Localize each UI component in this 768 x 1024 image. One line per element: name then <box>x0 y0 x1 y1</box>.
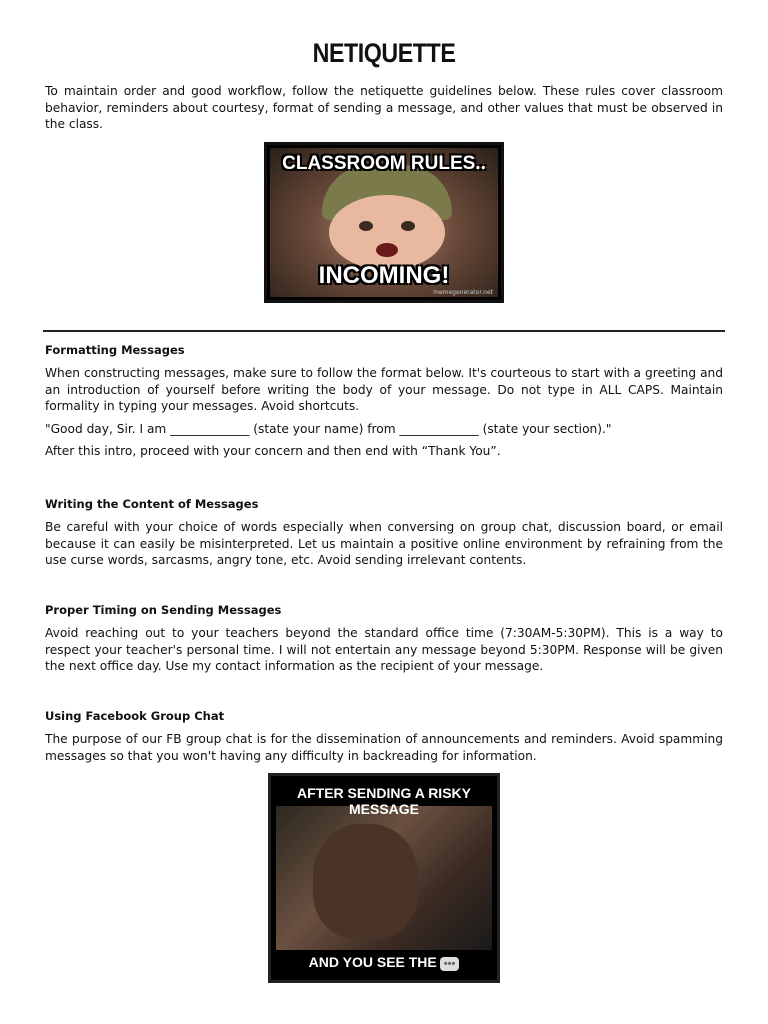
man-head-shape <box>313 824 418 939</box>
greeting-template: "Good day, Sir. I am _____________ (state your name) from _____________ (state your section)." <box>45 421 612 436</box>
meme-bottom-text: AND YOU SEE THE <box>308 954 437 970</box>
section-heading: Writing the Content of Messages <box>45 497 259 511</box>
typing-indicator-icon: ••• <box>440 957 460 971</box>
mouth-shape <box>376 243 398 257</box>
section-heading: Using Facebook Group Chat <box>45 709 225 723</box>
intro-paragraph: To maintain order and good workflow, follow the netiquette guidelines below. These rules cover classroom behavior, reminders about courtesy, format of sending a message, and other values that must be observed in the class. <box>45 84 723 131</box>
eye-shape <box>359 221 373 231</box>
section-heading: Proper Timing on Sending Messages <box>45 603 282 617</box>
risky-message-meme-image <box>268 773 500 983</box>
meme-bottom-caption: INCOMING! <box>318 262 450 289</box>
section-writing-content <box>45 497 723 575</box>
page-title: NETIQUETTE <box>312 38 456 68</box>
meme-bottom-caption <box>271 954 497 971</box>
section-facebook-group-chat <box>45 709 723 770</box>
section-paragraph: Avoid reaching out to your teachers beyond the standard office time (7:30AM-5:30PM). This is a way to respect your teacher's personal time. I will not entertain any message beyond 5:30PM. Response will be given the next office day. Use my contact information as the recipient of your message. <box>45 626 723 673</box>
eye-shape <box>401 221 415 231</box>
meme-top-caption: CLASSROOM RULES.. <box>282 153 486 174</box>
meme-watermark: memegenerator.net <box>433 289 493 296</box>
classroom-rules-meme-image <box>264 142 504 303</box>
section-heading: Formatting Messages <box>45 343 185 357</box>
section-divider <box>43 330 725 332</box>
section-proper-timing <box>45 603 723 681</box>
section-paragraph: The purpose of our FB group chat is for the dissemination of announcements and reminders. Avoid spamming messages so that you won't having any difficulty in backreading for information. <box>45 732 723 763</box>
section-paragraph: When constructing messages, make sure to follow the format below. It's courteous to start with a greeting and an introduction of yourself before writing the body of your message. Do not type in ALL CAPS. Maintain formality in typing your messages. Avoid shortcuts. <box>45 366 723 413</box>
section-paragraph: Be careful with your choice of words especially when conversing on group chat, discussion board, or email because it can easily be misinterpreted. Let us maintain a positive online environment by refraining from the use curse words, sarcasms, angry tone, etc. Avoid sending irrelevant contents. <box>45 520 723 567</box>
meme-top-caption: AFTER SENDING A RISKY MESSAGE <box>297 785 471 817</box>
section-formatting-messages <box>45 343 723 466</box>
section-paragraph: After this intro, proceed with your concern and then end with “Thank You”. <box>45 444 501 458</box>
baby-face-shape <box>329 195 445 270</box>
